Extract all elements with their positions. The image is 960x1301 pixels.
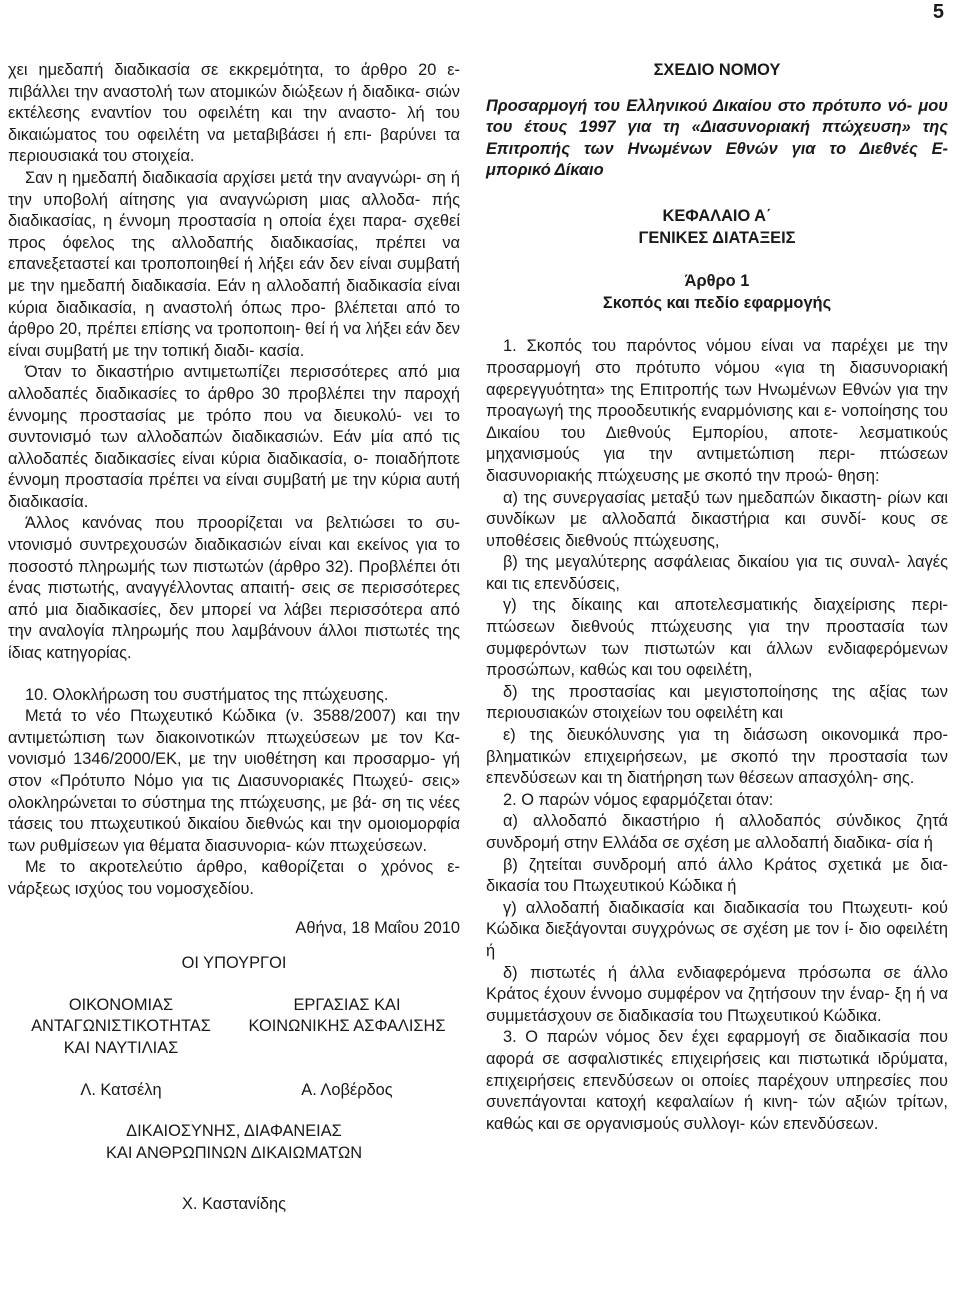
ministers-heading: ΟΙ ΥΠΟΥΡΓΟΙ [181,954,287,973]
chapter-title: ΓΕΝΙΚΕΣ ΔΙΑΤΑΞΕΙΣ [638,228,796,247]
minister-name-economy: Λ. Κατσέλη [80,1080,162,1099]
left-paragraph-2: Όταν το δικαστήριο αντιμετωπίζει περισσότερες από μια αλλοδαπές διαδικασίες το άρθρο 30 προβλέπει την παροχή έννομης προστασίας με τρόπο που να διευκολύ- νει το συντονισμό των αλλοδαπών διαδικασιών. Εάν μία από τις αλλοδαπές διαδικασίες είναι κύρια διαδικασία, ο- ποιαδήποτε έννομη προστασία πρέπει να είναι συμβατή με την κύρια αυτή διαδικασία. [8,363,460,511]
right-paragraph-0: 1. Σκοπός του παρόντος νόμου είναι να παρέχει με την προσαρμογή στο πρότυπο νόμου «για τη διασυνοριακή αφερεγγυότητα» της Επιτροπής των Ηνωμένων Εθνών για την προαγωγή της προοδευτικής εναρμόνισης και ε- νοποίησης του Δικαίου του Διεθνούς Εμπορίου, αποτε- λεσματικούς μηχανισμούς για την αντιμετώπιση περι- πτώσεων διασυνοριακής πτώχευσης με σκοπό την προώ- θηση: [486,337,948,485]
minister-name-labour: Α. Λοβέρδος [301,1080,393,1099]
right-paragraph-3: γ) της δίκαιης και αποτελεσματικής διαχείρισης περι- πτώσεων διεθνούς πτώχευσης για την προστασία των συμφερόντων των πιστωτών και άλλων ενδιαφερόμενων προσώπων, καθώς και του οφειλέτη, [486,596,948,680]
ministry-labour: ΕΡΓΑΣΙΑΣ ΚΑΙ ΚΟΙΝΩΝΙΚΗΣ ΑΣΦΑΛΙΣΗΣ [248,995,446,1036]
left-paragraph-5: Μετά το νέο Πτωχευτικό Κώδικα (ν. 3588/2007) και την αντιμετώπιση των διακοινοτικών πτωχεύσεων με τον Κα- νονισμό 1346/2000/ΕΚ, με την υιοθέτηση και προσαρμο- γή στον «Πρότυπο Νόμο για τις Διασυνοριακές Πτωχεύ- σεις» ολοκληρώνεται το σύστημα της πτώχευσης, με βά- ση τις νέες τάσεις του πτωχευτικού δικαίου διεθνώς και την ομοιομορφία των ρυθμίσεων για θέματα διασυνορια- κών πτωχεύσεων. [8,707,460,855]
article-number: Άρθρο 1 [684,272,750,291]
left-column [8,60,460,1216]
left-paragraph-6: Με το ακροτελεύτιο άρθρο, καθορίζεται ο χρόνος ε- νάρξεως ισχύος του νομοσχεδίου. [8,858,460,898]
left-paragraph-0: χει ημεδαπή διαδικασία σε εκκρεμότητα, το άρθρο 20 ε- πιβάλλει την αναστολή των ατομικών διώξεων ή διαδικα- σιών εκτέλεσης εναντίον του οφειλέτη και την αναστο- λή του δικαιώματος του οφειλέτη να μεταβιβάσει ή επι- βαρύνει τα περιουσιακά του στοιχεία. [8,61,460,166]
right-paragraph-4: δ) της προστασίας και μεγιστοποίησης της αξίας των περιουσιακών στοιχείων του οφειλέτη και [486,682,948,723]
right-paragraph-7: α) αλλοδαπό δικαστήριο ή αλλοδαπός σύνδικος ζητά συνδρομή στην Ελλάδα σε σχέση με αλλοδαπή διαδικα- σία ή [486,812,948,852]
ministry-economy: ΟΙΚΟΝΟΜΙΑΣ ΑΝΤΑΓΩΝΙΣΤΙΚΟΤΗΤΑΣ ΚΑΙ ΝΑΥΤΙΛΙΑΣ [31,995,211,1057]
right-paragraph-2: β) της μεγαλύτερης ασφάλειας δικαίου για τις συναλ- λαγές και τις επενδύσεις, [486,553,948,593]
page-number: 5 [932,1,944,23]
chapter-number: ΚΕΦΑΛΑΙΟ Α΄ [662,206,772,225]
bill-subtitle: Προσαρμογή του Ελληνικού Δικαίου στο πρότυπο νό- μου του έτους 1997 για τη «Διασυνοριακή πτώχευση» της Επιτροπής των Ηνωμένων Εθνών για το Διεθνές Ε- μπορικό Δίκαιο [486,96,948,180]
right-paragraph-9: γ) αλλοδαπή διαδικασία και διαδικασία του Πτωχευτι- κού Κώδικα διεξάγονται συγχρόνως σε σχέση με τον ί- διο οφειλέτη ή [486,898,948,960]
left-paragraph-3: Άλλος κανόνας που προορίζεται να βελτιώσει το συ- ντονισμό συντρεχουσών διαδικασιών είναι και εκείνος για το ποσοστό πληρωμής των πιστωτών (άρθρο 32). Προβλέπει ότι ένας πιστωτής, αναγγέλλοντας απαιτή- σεις σε περισσότερες από μια διαδικασίες, δεν μπορεί να λάβει περισσότερα από την αναλογία πληρωμής που λαμβάνουν άλλοι πιστωτές της ίδιας κατηγορίας. [8,514,460,663]
article-body [486,336,948,1135]
article-title: Σκοπός και πεδίο εφαρμογής [602,293,832,312]
right-paragraph-8: β) ζητείται συνδρομή από άλλο Κράτος σχετικά με δια- δικασία του Πτωχευτικού Κώδικα ή [486,855,948,896]
right-paragraph-6: 2. Ο παρών νόμος εφαρμόζεται όταν: [503,790,774,809]
ministries-block [8,995,460,1101]
right-paragraph-1: α) της συνεργασίας μεταξύ των ημεδαπών δικαστη- ρίων και συνδίκων με αλλοδαπά δικαστήρια και συνδί- κους σε υποθέσεις διεθνούς πτώχευσης, [486,488,948,550]
right-column [486,60,948,1135]
left-section-heading-10: 10. Ολοκλήρωση του συστήματος της πτώχευσης. [25,685,389,704]
date-line: Αθήνα, 18 Μαΐου 2010 [295,918,460,937]
right-paragraph-10: δ) πιστωτές ή άλλα ενδιαφερόμενα πρόσωπα σε άλλο Κράτος έχουν έννομο συμφέρον να ζητήσουν την έναρ- ξη ή να συμμετάσχουν σε διαδικασία του Πτωχευτικού Κώδικα. [486,963,948,1025]
minister-name-justice: Χ. Καστανίδης [181,1195,287,1214]
ministry-justice: ΔΙΚΑΙΟΣΥΝΗΣ, ΔΙΑΦΑΝΕΙΑΣ ΚΑΙ ΑΝΘΡΩΠΙΝΩΝ ΔΙΚΑΙΩΜΑΤΩΝ [105,1122,363,1162]
left-paragraph-1: Σαν η ημεδαπή διαδικασία αρχίσει μετά την αναγνώρι- ση ή την υποβολή αίτησης για αναγνώριση μιας αλλοδα- πής διαδικασίας, η έννομη προστασία η οποία έχει παρα- σχεθεί προς όφελος της αλλοδαπής διαδικασίας, πρέπει να επανεξεταστεί και τροποποιηθεί ή λήξει εάν δεν είναι συμβατή με την ημεδαπή διαδικασία. Εάν η αλλοδαπή διαδικασία είναι κύρια διαδικασία, η αναστολή όπως προ- βλέπεται από το άρθρο 20, πρέπει επίσης να τροποποιη- θεί ή να λήξει εάν δεν είναι συμβατή με την τοπική διαδι- κασία. [8,168,460,360]
right-paragraph-5: ε) της διευκόλυνσης για τη διάσωση οικονομικά προ- βληματικών επιχειρήσεων, με σκοπό την προστασία των επενδύσεων και τη διατήρηση των θέσεων απασχόλη- σης. [486,726,948,788]
bill-title: ΣΧΕΔΙΟ ΝΟΜΟΥ [653,61,781,79]
right-paragraph-11: 3. Ο παρών νόμος δεν έχει εφαρμογή σε διαδικασία που αφορά σε ασφαλιστικές επιχειρήσεις και πιστωτικά ιδρύματα, επιχειρήσεις επενδύσεων οι οποίες παρέχουν υπηρεσίες που συνεπάγονται κατοχή κεφαλαίων ή κινη- τών αξιών τρίτων, καθώς και σε οργανισμούς συλλογι- κών επενδύσεων. [486,1028,948,1133]
